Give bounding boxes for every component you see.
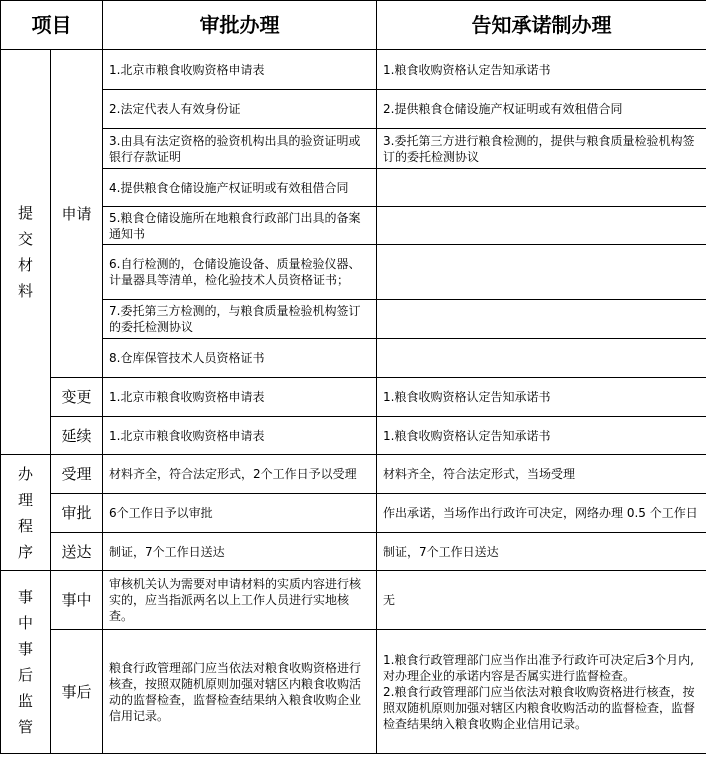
table-row <box>1 50 706 90</box>
table-row <box>1 455 706 494</box>
notice-item: 1.粮食行政管理部门应当作出准予行政许可决定后3个月内,对办理企业的承诺内容是否属实进行监督检查。 <box>383 652 694 683</box>
subcategory-review: 审批 <box>51 494 103 533</box>
subcategory-during: 事中 <box>51 571 103 630</box>
approval-cell: 7.委托第三方检测的，与粮食质量检验机构签订的委托检测协议 <box>103 300 377 339</box>
approval-cell: 2.法定代表人有效身份证 <box>103 90 377 129</box>
notice-cell <box>377 169 706 207</box>
approval-cell: 粮食行政管理部门应当依法对粮食收购资格进行核查，按照双随机原则加强对辖区内粮食收购活动的监督检查，监督检查结果纳入粮食收购企业信用记录。 <box>103 630 377 754</box>
table-row <box>1 533 706 571</box>
table-row <box>1 300 706 339</box>
table-row <box>1 90 706 129</box>
notice-cell <box>377 630 706 754</box>
header-item: 项目 <box>1 1 103 50</box>
notice-cell: 3.委托第三方进行粮食检测的，提供与粮食质量检验机构签订的委托检测协议 <box>377 129 706 169</box>
approval-cell: 制证，7个工作日送达 <box>103 533 377 571</box>
table-row <box>1 245 706 300</box>
subcategory-deliver: 送达 <box>51 533 103 571</box>
notice-cell: 制证，7个工作日送达 <box>377 533 706 571</box>
table-row <box>1 630 706 754</box>
table-row <box>1 494 706 533</box>
table-row <box>1 129 706 169</box>
notice-cell: 1.粮食收购资格认定告知承诺书 <box>377 50 706 90</box>
notice-cell: 1.粮食收购资格认定告知承诺书 <box>377 378 706 417</box>
notice-cell: 作出承诺，当场作出行政许可决定，网络办理 0.5 个工作日 <box>377 494 706 533</box>
category-materials: 提 交 材 料 <box>1 50 51 455</box>
approval-cell: 材料齐全，符合法定形式，2个工作日予以受理 <box>103 455 377 494</box>
category-supervision: 事 中 事 后 监 管 <box>1 571 51 754</box>
subcategory-renew: 延续 <box>51 417 103 455</box>
notice-cell: 无 <box>377 571 706 630</box>
notice-cell: 2.提供粮食仓储设施产权证明或有效租借合同 <box>377 90 706 129</box>
notice-cell: 材料齐全，符合法定形式，当场受理 <box>377 455 706 494</box>
subcategory-after: 事后 <box>51 630 103 754</box>
notice-cell <box>377 300 706 339</box>
notice-item: 2.粮食行政管理部门应当依法对粮食收购资格进行核查，按照双随机原则加强对辖区内粮食收购活动的监督检查，监督检查结果纳入粮食收购企业信用记录。 <box>383 684 696 731</box>
approval-cell: 6个工作日予以审批 <box>103 494 377 533</box>
header-row <box>1 1 706 50</box>
approval-cell: 6.自行检测的，仓储设施设备、质量检验仪器、计量器具等清单，检化验技术人员资格证书； <box>103 245 377 300</box>
category-procedure: 办 理 程 序 <box>1 455 51 571</box>
header-notice: 告知承诺制办理 <box>377 1 706 50</box>
approval-cell: 3.由具有法定资格的验资机构出具的验资证明或银行存款证明 <box>103 129 377 169</box>
notice-cell <box>377 245 706 300</box>
subcategory-accept: 受理 <box>51 455 103 494</box>
table-row <box>1 378 706 417</box>
table-row <box>1 207 706 245</box>
subcategory-apply: 申请 <box>51 50 103 378</box>
subcategory-change: 变更 <box>51 378 103 417</box>
approval-cell: 1.北京市粮食收购资格申请表 <box>103 378 377 417</box>
header-approval: 审批办理 <box>103 1 377 50</box>
approval-cell: 5.粮食仓储设施所在地粮食行政部门出具的备案通知书 <box>103 207 377 245</box>
approval-cell: 8.仓库保管技术人员资格证书 <box>103 339 377 378</box>
approval-cell: 审核机关认为需要对申请材料的实质内容进行核实的，应当指派两名以上工作人员进行实地核查。 <box>103 571 377 630</box>
notice-cell <box>377 339 706 378</box>
table-row <box>1 339 706 378</box>
approval-cell: 1.北京市粮食收购资格申请表 <box>103 50 377 90</box>
approval-cell: 1.北京市粮食收购资格申请表 <box>103 417 377 455</box>
table-row <box>1 417 706 455</box>
table-row <box>1 169 706 207</box>
notice-cell <box>377 207 706 245</box>
approval-cell: 4.提供粮食仓储设施产权证明或有效租借合同 <box>103 169 377 207</box>
table-row <box>1 571 706 630</box>
notice-cell: 1.粮食收购资格认定告知承诺书 <box>377 417 706 455</box>
